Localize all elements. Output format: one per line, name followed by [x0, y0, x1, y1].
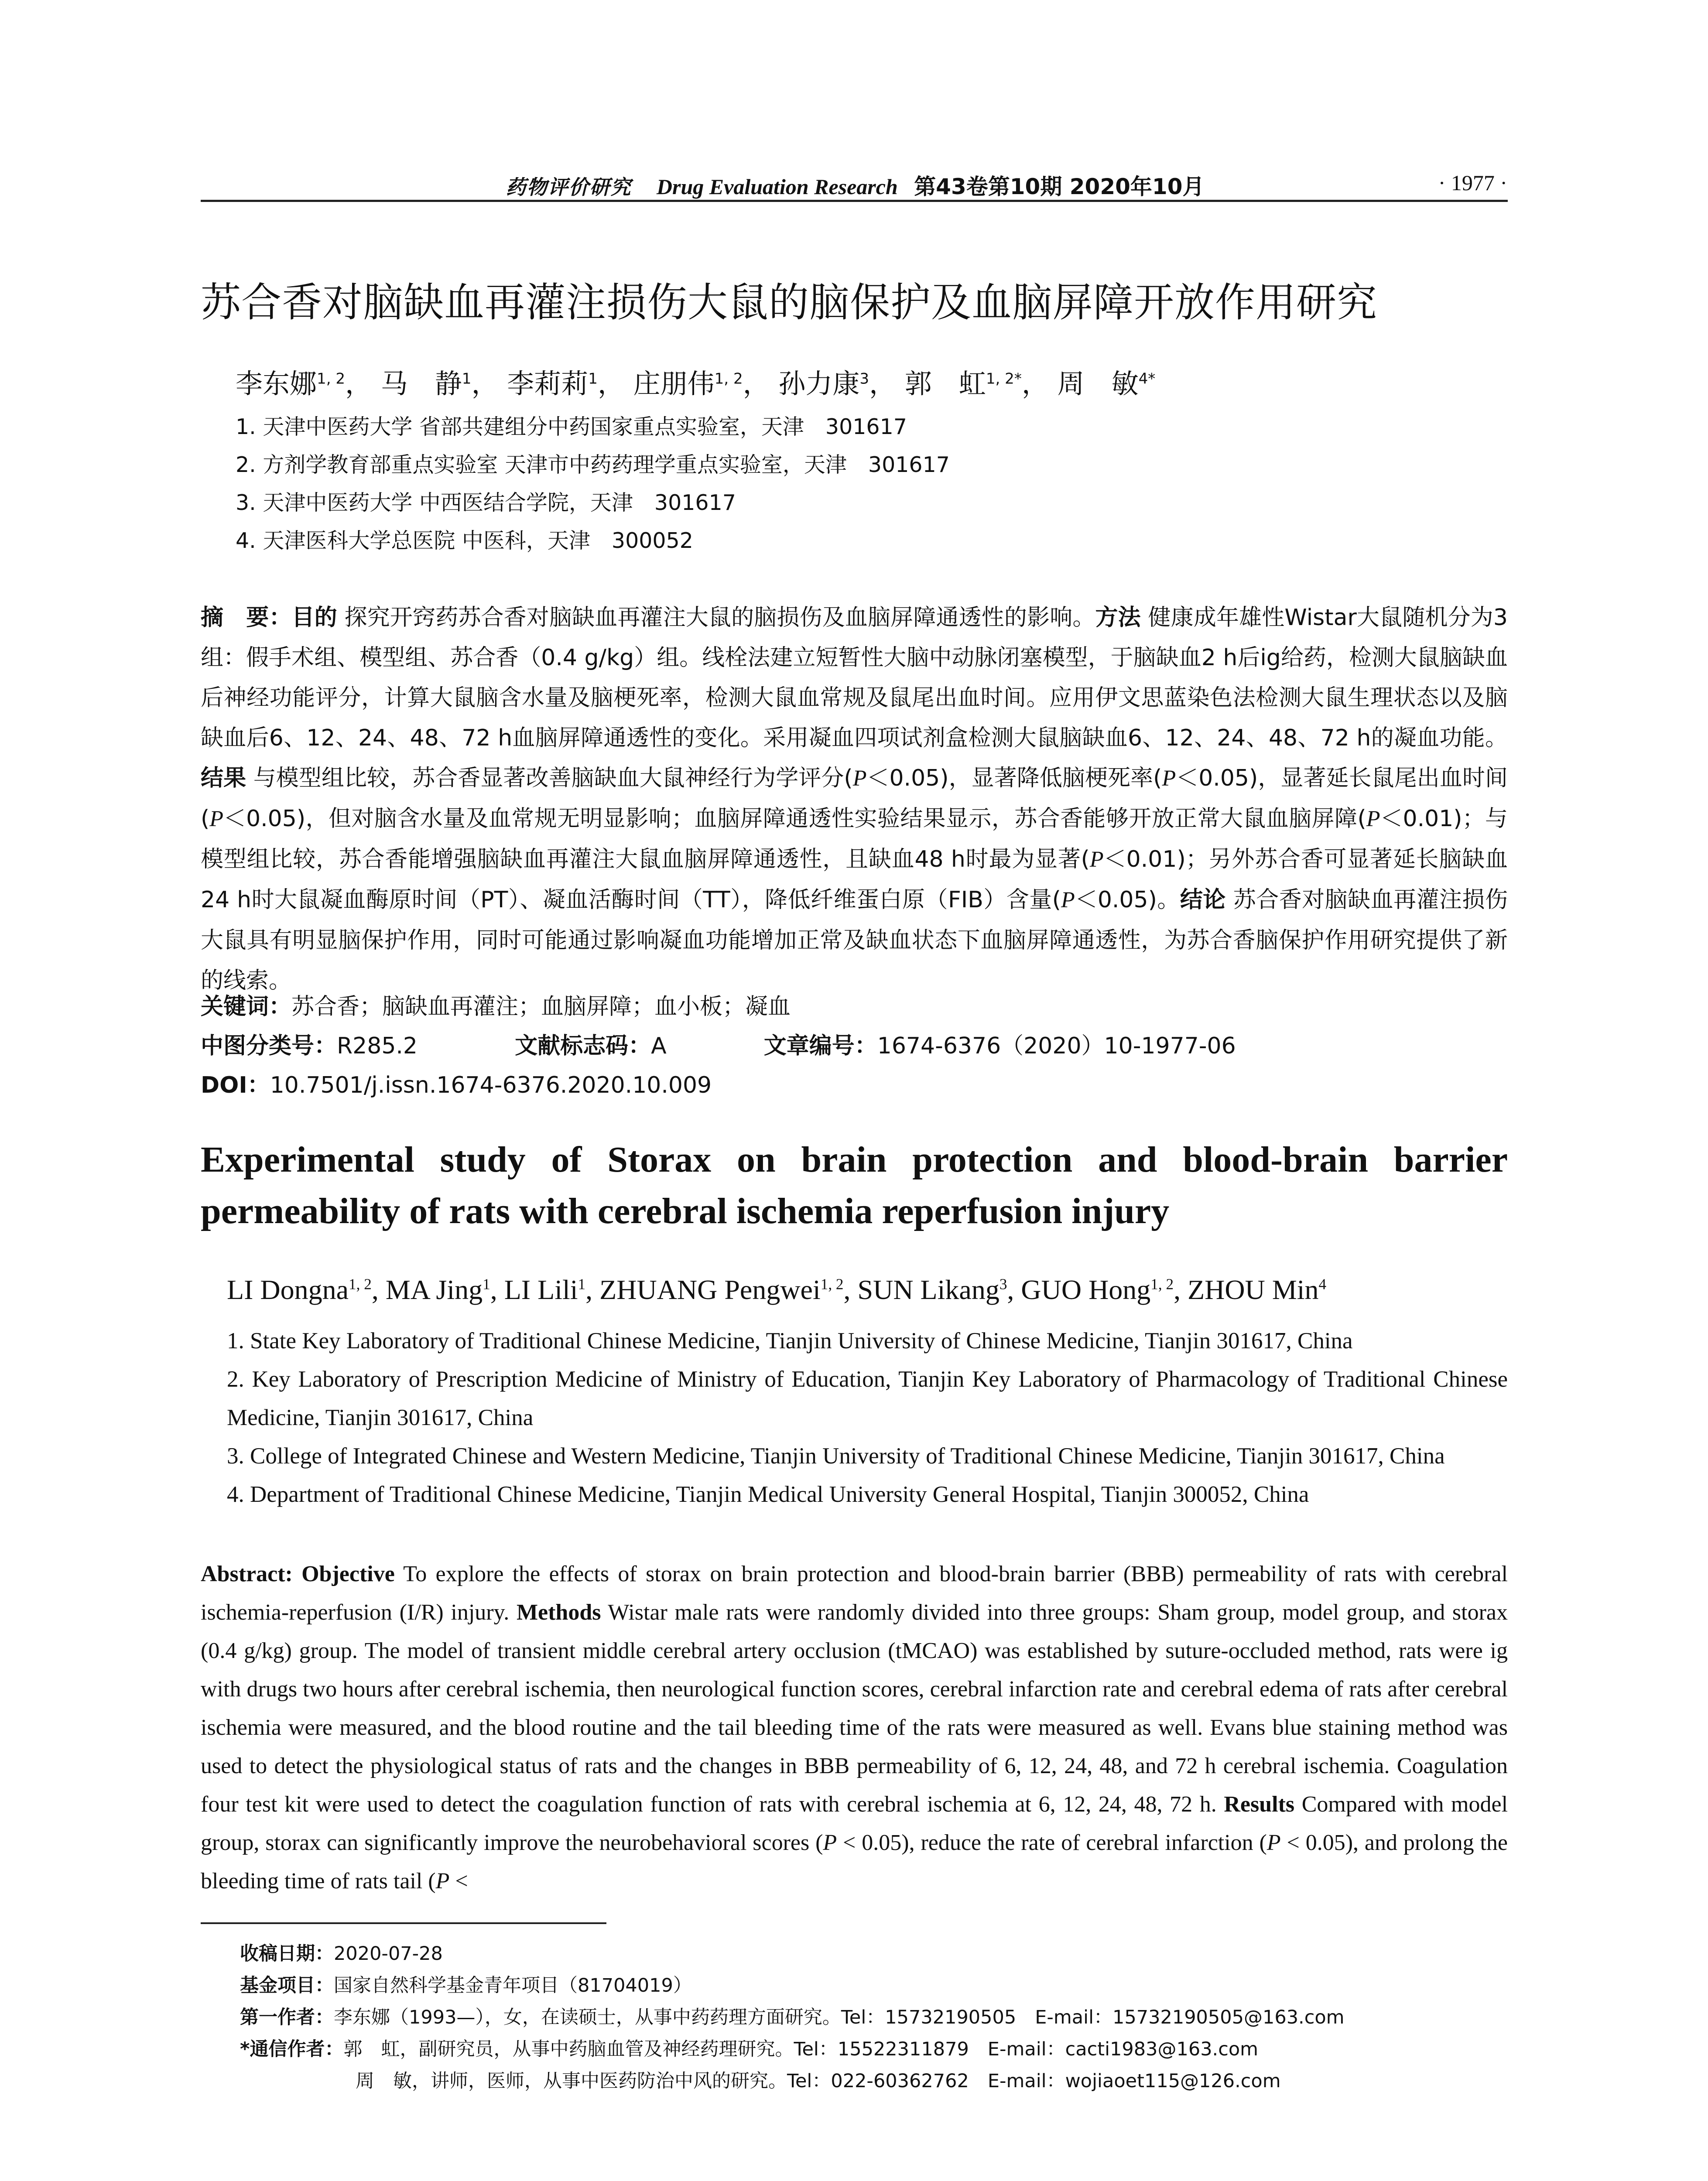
en-author: ZHUANG Pengwei$^{1, 2}$	[599, 1274, 844, 1305]
en-author: ZHOU Min$^4$	[1188, 1274, 1327, 1305]
cn-affiliation: 2. 方剂学教育部重点实验室 天津市中药药理学重点实验室，天津 301617	[236, 452, 950, 477]
en-affiliation: 4. Department of Traditional Chinese Medicine, Tianjin Medical University General Hospital, Tianjin 300052, China	[227, 1482, 1309, 1507]
footnote-received: 收稿日期：2020-07-28	[240, 1943, 443, 1965]
en-author: LI Lili$^1$	[504, 1274, 586, 1305]
en-abstract: Abstract: Objective To explore the effects of storax on brain protection and blood-brain barrier (BBB) permeability of rats with cerebral ischemia-reperfusion (I/R) injury. Methods Wistar male rats were randomly divided into three groups: Sham group, model group, and storax (0.4 g/kg) group. The model of transient middle cerebral artery occlusion (tMCAO) was established by suture-occluded method, rats were ig with drugs two hours after cerebral ischemia, then neurological function scores, cerebral infarction rate and cerebral edema of rats after cerebral ischemia were measured, and the blood routine and the tail bleeding time of the rats were measured as well. Evans blue staining method was used to detect the physiological status of rats and the changes in BBB permeability of 6, 12, 24, 48, and 72 h cerebral ischemia. Coagulation four test kit were used to detect the coagulation function of rats with cerebral ischemia at 6, 12, 24, 48, 72 h. Results Compared with model group, storax can significantly improve the neurobehavioral scores (P < 0.05), reduce the rate of cerebral infarction (P < 0.05), and prolong the bleeding time of rats tail (P <	[201, 1562, 1508, 1894]
en-affiliation: 1. State Key Laboratory of Traditional Chinese Medicine, Tianjin University of Chinese Medicine, Tianjin 301617, China	[227, 1328, 1353, 1354]
en-author: MA Jing$^1$	[385, 1274, 490, 1305]
running-header	[201, 169, 1509, 201]
en-affiliation: 2. Key Laboratory of Prescription Medicine of Ministry of Education, Tianjin Key Laboratory of Pharmacology of Traditional Chinese Medicine, Tianjin 301617, China	[227, 1367, 1508, 1430]
cn-author-list: 李东娜$^{1, 2}$， 马 静$^1$， 李莉莉$^1$， 庄朋伟$^{1, 2}$， 孙力康$^3$， 郭 虹$^{1, 2*}$， 周 敏$^{4*}$	[236, 368, 1156, 400]
cn-author: 李莉莉$^1$	[507, 368, 598, 400]
footnote-rule	[201, 1922, 606, 1924]
cn-author: 李东娜$^{1, 2}$	[236, 368, 346, 400]
cn-author: 周 敏$^{4*}$	[1057, 368, 1156, 400]
cn-author: 孙力康$^3$	[778, 368, 869, 400]
cn-affiliation: 3. 天津中医药大学 中西医结合学院，天津 301617	[236, 490, 736, 515]
footnote-corresponding: *通信作者：郭 虹，副研究员，从事中药脑血管及神经药理研究。Tel：15522311879 E-mail：cacti1983@163.com	[240, 2038, 1259, 2060]
en-author: SUN Likang$^3$	[857, 1274, 1007, 1305]
cn-doi: DOI：10.7501/j.issn.1674-6376.2020.10.009	[201, 1072, 712, 1098]
journal-logo: 药物评价研究	[506, 175, 632, 199]
cn-author: 郭 虹$^{1, 2*}$	[904, 368, 1022, 400]
cn-title: 苏合香对脑缺血再灌注损伤大鼠的脑保护及血脑屏障开放作用研究	[201, 279, 1378, 326]
cn-keywords: 关键词：苏合香；脑缺血再灌注；血脑屏障；血小板；凝血	[201, 994, 791, 1020]
footnote-corresponding-2: 周 敏，讲师，医师，从事中医药防治中风的研究。Tel：022-60362762 E-mail：wojiaoet115@126.com	[356, 2070, 1281, 2092]
en-author: GUO Hong$^{1, 2}$	[1021, 1274, 1174, 1305]
header-rule	[201, 200, 1508, 202]
en-author-list: LI Dongna$^{1, 2}$, MA Jing$^1$, LI Lili$^1$, ZHUANG Pengwei$^{1, 2}$, SUN Likang$^3$, GUO Hong$^{1, 2}$, ZHOU Min$^4$	[227, 1274, 1327, 1305]
cn-affiliation: 1. 天津中医药大学 省部共建组分中药国家重点实验室，天津 301617	[236, 414, 907, 439]
cn-author: 马 静$^1$	[380, 368, 472, 400]
cn-abstract: 摘 要：目的 探究开窍药苏合香对脑缺血再灌注大鼠的脑损伤及血脑屏障通透性的影响。方法 健康成年雄性Wistar大鼠随机分为3组：假手术组、模型组、苏合香（0.4 g/kg）组。线栓法建立短暂性大脑中动脉闭塞模型，于脑缺血2 h后ig给药，检测大鼠脑缺血后神经功能评分，计算大鼠脑含水量及脑梗死率，检测大鼠血常规及鼠尾出血时间。应用伊文思蓝染色法检测大鼠生理状态以及脑缺血后6、12、24、48、72 h血脑屏障通透性的变化。采用凝血四项试剂盒检测大鼠脑缺血6、12、24、48、72 h的凝血功能。结果 与模型组比较，苏合香显著改善脑缺血大鼠神经行为学评分(P＜0.05)，显著降低脑梗死率(P＜0.05)，显著延长鼠尾出血时间(P＜0.05)，但对脑含水量及血常规无明显影响；血脑屏障通透性实验结果显示，苏合香能够开放正常大鼠血脑屏障(P＜0.01)；与模型组比较，苏合香能增强脑缺血再灌注大鼠血脑屏障通透性，且缺血48 h时最为显著(P＜0.01)；另外苏合香可显著延长脑缺血24 h时大鼠凝血酶原时间（PT）、凝血活酶时间（TT），降低纤维蛋白原（FIB）含量(P＜0.05)。结论 苏合香对脑缺血再灌注损伤大鼠具有明显脑保护作用，同时可能通过影响凝血功能增加正常及缺血状态下血脑屏障通透性，为苏合香脑保护作用研究提供了新的线索。	[201, 605, 1508, 994]
footnote-fund: 基金项目：国家自然科学基金青年项目（81704019）	[240, 1975, 692, 1996]
footnote-first-author: 第一作者：李东娜（1993—），女，在读硕士，从事中药药理方面研究。Tel：15732190505 E-mail：15732190505@163.com	[240, 2007, 1345, 2028]
issue-info: 第43卷第10期 2020年10月	[914, 174, 1205, 199]
journal-name-en: Drug Evaluation Research	[656, 174, 898, 199]
en-title: Experimental study of Storax on brain protection and blood-brain barrier permeability of rats with cerebral ischemia reperfusion injury	[201, 1139, 1508, 1231]
cn-author: 庄朋伟$^{1, 2}$	[633, 368, 743, 400]
cn-classification: 中图分类号：R285.2 文献标志码：A 文章编号：1674-6376（2020）10-1977-06	[201, 1033, 1236, 1059]
page-number: · 1977 ·	[1438, 171, 1507, 195]
en-affiliation: 3. College of Integrated Chinese and Western Medicine, Tianjin University of Traditional Chinese Medicine, Tianjin 301617, China	[227, 1443, 1445, 1469]
en-author: LI Dongna$^{1, 2}$	[227, 1274, 372, 1305]
cn-affiliation: 4. 天津医科大学总医院 中医科，天津 300052	[236, 528, 693, 553]
